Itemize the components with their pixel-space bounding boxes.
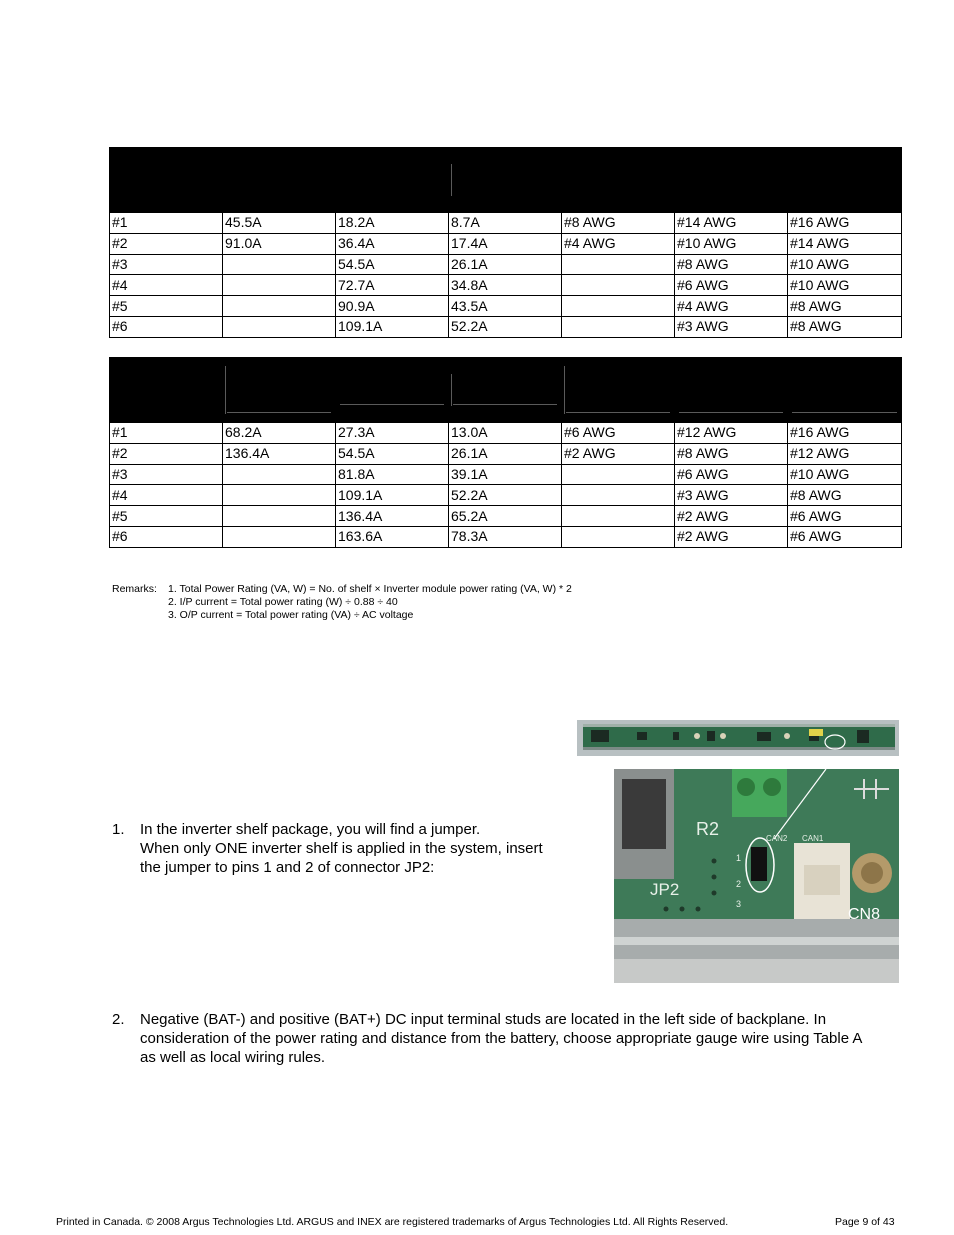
step-text (140, 1010, 862, 1067)
header-cell (562, 358, 675, 423)
table-cell: #1 (110, 423, 223, 444)
table-cell: #8 AWG (675, 254, 788, 275)
step-text (140, 820, 543, 877)
table-row (110, 464, 902, 485)
table-cell: #5 (110, 296, 223, 317)
header-cell (788, 148, 902, 213)
table-cell: #8 AWG (788, 485, 902, 506)
table-cell: #1 (110, 213, 223, 234)
table-cell: #3 (110, 464, 223, 485)
table-cell: 54.5A (336, 254, 449, 275)
table-row (110, 213, 902, 234)
table-row (110, 275, 902, 296)
table-cell (562, 485, 675, 506)
table-cell: #6 (110, 526, 223, 547)
remarks-lines (168, 583, 572, 622)
jumper-closeup-photo (614, 769, 899, 983)
table-cell: 91.0A (223, 233, 336, 254)
table-cell: 78.3A (449, 526, 562, 547)
label-pin3: 3 (736, 899, 742, 909)
table-cell (223, 275, 336, 296)
header-cell (110, 358, 223, 423)
table-cell: 13.0A (449, 423, 562, 444)
table-cell: #2 AWG (562, 443, 675, 464)
label-cn8: CN8 (848, 906, 881, 923)
table-cell: #16 AWG (788, 423, 902, 444)
table-cell: #6 AWG (788, 526, 902, 547)
label-r2: R2 (696, 819, 720, 839)
table-cell: #4 (110, 485, 223, 506)
table-cell (223, 316, 336, 337)
table-cell (562, 254, 675, 275)
table-a-body (110, 213, 902, 338)
table-cell: 26.1A (449, 254, 562, 275)
table-row (110, 254, 902, 275)
step-number: 1. (112, 821, 125, 838)
table-cell: #8 AWG (788, 296, 902, 317)
table-cell (562, 275, 675, 296)
table-cell (223, 464, 336, 485)
table-cell: 136.4A (223, 443, 336, 464)
table-cell: 52.2A (449, 485, 562, 506)
table-cell (223, 254, 336, 275)
header-cell (675, 358, 788, 423)
step-line: In the inverter shelf package, you will find a jumper. (140, 821, 481, 838)
table-row (110, 233, 902, 254)
label-pin1: 1 (736, 853, 742, 863)
table-row (110, 485, 902, 506)
label-jp2: JP2 (650, 880, 680, 899)
step-line: the jumper to pins 1 and 2 of connector JP2: (140, 859, 435, 876)
table-cell (562, 506, 675, 527)
table-cell: #14 AWG (788, 233, 902, 254)
step-line: consideration of the power rating and distance from the battery, choose appropriate gauge wire using Table A (140, 1030, 863, 1047)
header-cell (449, 148, 562, 213)
table-cell: #2 AWG (675, 506, 788, 527)
table-header-row (110, 358, 902, 423)
table-cell: #2 (110, 443, 223, 464)
header-cell (788, 358, 902, 423)
header-cell (110, 148, 223, 213)
table-cell: 34.8A (449, 275, 562, 296)
shelf-board-photo (577, 720, 899, 756)
table-cell (223, 526, 336, 547)
table-cell: #3 AWG (675, 316, 788, 337)
table-cell: 52.2A (449, 316, 562, 337)
table-cell: #4 AWG (562, 233, 675, 254)
header-cell (336, 358, 449, 423)
table-cell: #4 AWG (675, 296, 788, 317)
table-cell: 39.1A (449, 464, 562, 485)
table-a (109, 147, 902, 338)
step-line: When only ONE inverter shelf is applied in the system, insert (140, 840, 543, 857)
header-cell (675, 148, 788, 213)
table-row (110, 296, 902, 317)
step-line: as well as local wiring rules. (140, 1049, 326, 1066)
table-cell (562, 316, 675, 337)
remark-line: 3. O/P current = Total power rating (VA) ÷ AC voltage (168, 609, 414, 621)
table-header-row (110, 148, 902, 213)
table-cell: #3 AWG (675, 485, 788, 506)
table-cell (223, 296, 336, 317)
table-row (110, 423, 902, 444)
table-row (110, 526, 902, 547)
table-cell: #4 (110, 275, 223, 296)
table-cell: 81.8A (336, 464, 449, 485)
table-cell: #2 (110, 233, 223, 254)
label-can1: CAN1 (802, 834, 824, 843)
remark-line: 1. Total Power Rating (VA, W) = No. of shelf × Inverter module power rating (VA, W) * 2 (168, 583, 572, 595)
table-cell: 36.4A (336, 233, 449, 254)
remark-line: 2. I/P current = Total power rating (W) ÷ 0.88 ÷ 40 (168, 596, 398, 608)
table-cell: 27.3A (336, 423, 449, 444)
header-cell (336, 148, 449, 213)
table-cell (562, 526, 675, 547)
table-cell: #10 AWG (788, 464, 902, 485)
table-row (110, 506, 902, 527)
table-cell: 109.1A (336, 316, 449, 337)
table-cell: 8.7A (449, 213, 562, 234)
table-cell: #6 AWG (562, 423, 675, 444)
table-cell: #10 AWG (675, 233, 788, 254)
table-cell: 136.4A (336, 506, 449, 527)
table-cell: #10 AWG (788, 254, 902, 275)
table-cell: #8 AWG (675, 443, 788, 464)
table-b-body (110, 423, 902, 548)
table-cell: #5 (110, 506, 223, 527)
label-can2: CAN2 (766, 834, 788, 843)
header-cell (562, 148, 675, 213)
table-cell: 90.9A (336, 296, 449, 317)
table-cell: #10 AWG (788, 275, 902, 296)
step-number: 2. (112, 1011, 125, 1028)
table-cell: #3 (110, 254, 223, 275)
table-cell: 43.5A (449, 296, 562, 317)
table-cell: 163.6A (336, 526, 449, 547)
table-cell (223, 485, 336, 506)
label-pin2: 2 (736, 879, 742, 889)
table-cell: 68.2A (223, 423, 336, 444)
footer-page-number: Page 9 of 43 (835, 1216, 895, 1228)
table-cell: #6 (110, 316, 223, 337)
table-cell: #6 AWG (675, 275, 788, 296)
table-cell: #14 AWG (675, 213, 788, 234)
header-cell (449, 358, 562, 423)
table-cell: #6 AWG (675, 464, 788, 485)
table-cell: 54.5A (336, 443, 449, 464)
table-cell (223, 506, 336, 527)
table-cell: #8 AWG (788, 316, 902, 337)
remarks-label: Remarks: (112, 583, 157, 595)
table-row (110, 443, 902, 464)
table-cell: 72.7A (336, 275, 449, 296)
table-b (109, 357, 902, 548)
table-cell: 109.1A (336, 485, 449, 506)
table-cell: 26.1A (449, 443, 562, 464)
header-cell (223, 358, 336, 423)
footer-copyright: Printed in Canada. © 2008 Argus Technologies Ltd. ARGUS and INEX are registered trademarks of Argus Technologies Ltd. All Rights Reserved. (56, 1216, 729, 1228)
table-cell: 18.2A (336, 213, 449, 234)
table-cell: 17.4A (449, 233, 562, 254)
table-cell: #2 AWG (675, 526, 788, 547)
header-cell (223, 148, 336, 213)
table-cell: #12 AWG (788, 443, 902, 464)
table-cell: #16 AWG (788, 213, 902, 234)
table-cell (562, 296, 675, 317)
table-cell: #8 AWG (562, 213, 675, 234)
table-cell: 45.5A (223, 213, 336, 234)
table-cell: #6 AWG (788, 506, 902, 527)
step-line: Negative (BAT-) and positive (BAT+) DC input terminal studs are located in the left side of backplane. In (140, 1011, 827, 1028)
table-cell: #12 AWG (675, 423, 788, 444)
table-row (110, 316, 902, 337)
table-cell: 65.2A (449, 506, 562, 527)
table-cell (562, 464, 675, 485)
